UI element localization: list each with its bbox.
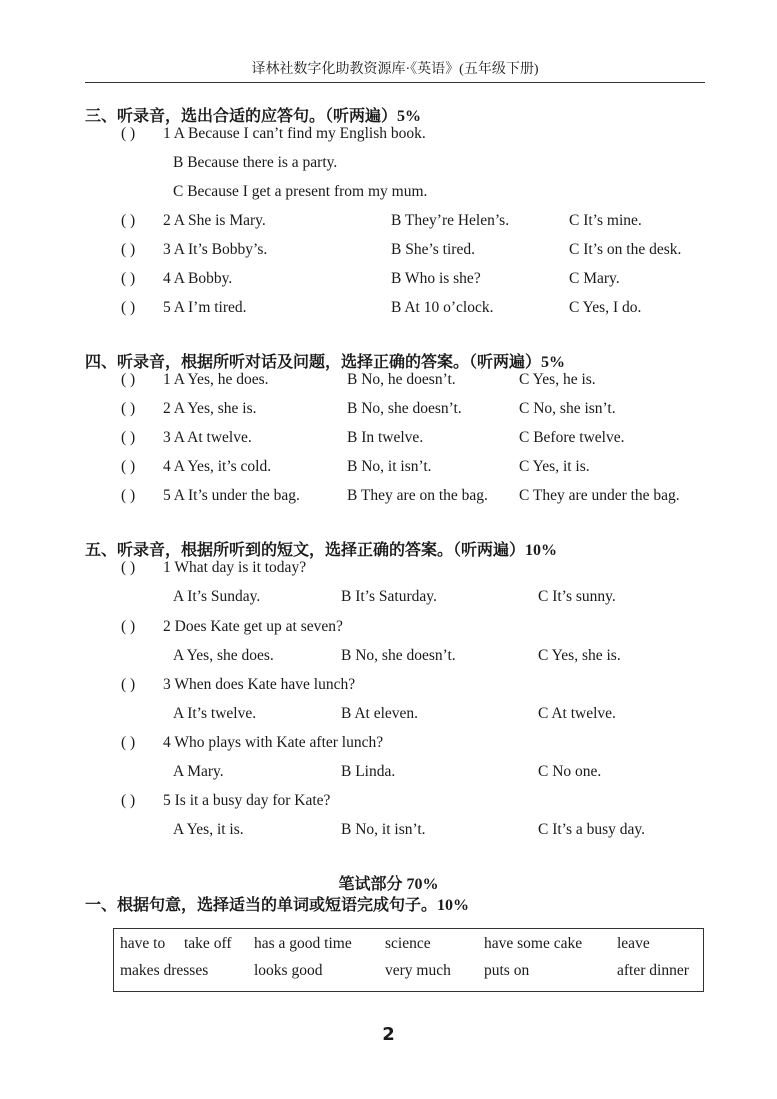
- s4-q1: [121, 371, 269, 389]
- s4-q5-option-c: C They are under the bag.: [519, 487, 680, 504]
- s4-q2: [121, 400, 256, 418]
- s3-q5-option-c: C Yes, I do.: [569, 299, 642, 316]
- q-number: 5: [163, 792, 171, 809]
- question-text: Does Kate get up at seven?: [174, 618, 343, 635]
- s5-q3-option-c: C At twelve.: [538, 705, 616, 722]
- option-a: A She is Mary.: [173, 212, 266, 229]
- answer-paren[interactable]: ( ): [121, 125, 136, 142]
- s5-q5: [121, 792, 330, 810]
- s5-q4: [121, 734, 383, 752]
- page-header: 译林社数字化助教资源库·《英语》(五年级下册): [85, 58, 705, 83]
- q-number: 4: [163, 270, 171, 287]
- answer-paren[interactable]: ( ): [121, 487, 136, 504]
- answer-paren[interactable]: ( ): [121, 400, 136, 417]
- s5-q2: [121, 618, 343, 636]
- s3-q1: [121, 125, 426, 143]
- q-number: 5: [163, 487, 171, 504]
- s4-q4-option-c: C Yes, it is.: [519, 458, 590, 475]
- s4-q2-option-b: B No, she doesn’t.: [347, 400, 462, 417]
- s4-q3-option-b: B In twelve.: [347, 429, 424, 446]
- page-number: 2: [382, 1024, 395, 1045]
- s3-q3: [121, 241, 267, 259]
- answer-paren[interactable]: ( ): [121, 212, 136, 229]
- q-number: 3: [163, 241, 171, 258]
- option-a: A Yes, it’s cold.: [173, 458, 272, 475]
- answer-paren[interactable]: ( ): [121, 371, 136, 388]
- word-bank-item: very much: [385, 962, 451, 979]
- s5-q3: [121, 676, 355, 694]
- s3-q3-option-b: B She’s tired.: [391, 241, 475, 258]
- word-bank-item: science: [385, 935, 431, 952]
- s3-q1-option-b: B Because there is a party.: [173, 154, 338, 171]
- s4-q5-option-b: B They are on the bag.: [347, 487, 488, 504]
- option-a: A I’m tired.: [173, 299, 247, 316]
- written-part-title: 笔试部分 70%: [338, 876, 439, 893]
- written-1-title: 一、根据句意，选择适当的单词或短语完成句子。10%: [85, 897, 470, 914]
- question-text: What day is it today?: [174, 559, 307, 576]
- s4-q4: [121, 458, 271, 476]
- section-4-title: 四、听录音，根据所听对话及问题，选择正确的答案。（听两遍）5%: [85, 354, 566, 371]
- s4-q2-option-c: C No, she isn’t.: [519, 400, 616, 417]
- s4-q4-option-b: B No, it isn’t.: [347, 458, 432, 475]
- s4-q1-option-b: B No, he doesn’t.: [347, 371, 456, 388]
- option-a: A It’s Bobby’s.: [173, 241, 268, 258]
- q-number: 2: [163, 618, 171, 635]
- s3-q2-option-b: B They’re Helen’s.: [391, 212, 510, 229]
- option-a: A It’s under the bag.: [173, 487, 300, 504]
- word-bank-item: looks good: [254, 962, 323, 979]
- s5-q2-option-b: B No, she doesn’t.: [341, 647, 456, 664]
- s3-q5-option-b: B At 10 o’clock.: [391, 299, 494, 316]
- s3-q2-option-c: C It’s mine.: [569, 212, 642, 229]
- word-bank: [113, 928, 704, 992]
- answer-paren[interactable]: ( ): [121, 618, 136, 635]
- section-5-title: 五、听录音，根据所听到的短文，选择正确的答案。（听两遍）10%: [85, 542, 558, 559]
- s4-q1-option-c: C Yes, he is.: [519, 371, 596, 388]
- s3-q4-option-c: C Mary.: [569, 270, 620, 287]
- answer-paren[interactable]: ( ): [121, 792, 136, 809]
- s3-q2: [121, 212, 266, 230]
- q-number: 3: [163, 429, 171, 446]
- s5-q3-option-b: B At eleven.: [341, 705, 419, 722]
- s5-q5-option-c: C It’s a busy day.: [538, 821, 646, 838]
- q-number: 2: [163, 212, 171, 229]
- word-bank-item: has a good time: [254, 935, 352, 952]
- word-bank-item: have some cake: [484, 935, 583, 952]
- s5-q5-option-b: B No, it isn’t.: [341, 821, 426, 838]
- answer-paren[interactable]: ( ): [121, 270, 136, 287]
- s3-q5: [121, 299, 247, 317]
- s5-q1-option-b: B It’s Saturday.: [341, 588, 437, 605]
- question-text: When does Kate have lunch?: [174, 676, 356, 693]
- q-number: 5: [163, 299, 171, 316]
- s3-q1-option-c: C Because I get a present from my mum.: [173, 183, 428, 200]
- word-bank-item: leave: [617, 935, 650, 952]
- answer-paren[interactable]: ( ): [121, 734, 136, 751]
- section-3-title: 三、听录音，选出合适的应答句。（听两遍）5%: [85, 108, 422, 125]
- answer-paren[interactable]: ( ): [121, 241, 136, 258]
- s5-q1: [121, 559, 306, 577]
- answer-paren[interactable]: ( ): [121, 458, 136, 475]
- q-number: 3: [163, 676, 171, 693]
- word-bank-item: have to: [120, 935, 166, 952]
- option-a: A Bobby.: [173, 270, 233, 287]
- s5-q2-option-c: C Yes, she is.: [538, 647, 621, 664]
- s5-q4-option-b: B Linda.: [341, 763, 396, 780]
- answer-paren[interactable]: ( ): [121, 676, 136, 693]
- s3-q3-option-c: C It’s on the desk.: [569, 241, 682, 258]
- s4-q3-option-c: C Before twelve.: [519, 429, 625, 446]
- word-bank-item: puts on: [484, 962, 530, 979]
- question-text: Is it a busy day for Kate?: [174, 792, 331, 809]
- s5-q4-option-c: C No one.: [538, 763, 602, 780]
- option-a: A At twelve.: [173, 429, 252, 446]
- answer-paren[interactable]: ( ): [121, 429, 136, 446]
- s4-q3: [121, 429, 252, 447]
- q-number: 4: [163, 458, 171, 475]
- option-a: A Because I can’t find my English book.: [173, 125, 426, 142]
- word-bank-item: take off: [184, 935, 232, 952]
- s4-q5: [121, 487, 300, 505]
- s3-q4-option-b: B Who is she?: [391, 270, 481, 287]
- s5-q5-option-a: A Yes, it is.: [173, 821, 244, 838]
- answer-paren[interactable]: ( ): [121, 299, 136, 316]
- s5-q4-option-a: A Mary.: [173, 763, 224, 780]
- s5-q1-option-a: A It’s Sunday.: [173, 588, 261, 605]
- q-number: 2: [163, 400, 171, 417]
- q-number: 1: [163, 559, 171, 576]
- answer-paren[interactable]: ( ): [121, 559, 136, 576]
- s3-q4: [121, 270, 232, 288]
- word-bank-item: makes dresses: [120, 962, 209, 979]
- q-number: 1: [163, 125, 171, 142]
- s5-q2-option-a: A Yes, she does.: [173, 647, 274, 664]
- s5-q3-option-a: A It’s twelve.: [173, 705, 257, 722]
- question-text: Who plays with Kate after lunch?: [174, 734, 384, 751]
- option-a: A Yes, he does.: [173, 371, 269, 388]
- s5-q1-option-c: C It’s sunny.: [538, 588, 616, 605]
- word-bank-item: after dinner: [617, 962, 689, 979]
- q-number: 4: [163, 734, 171, 751]
- q-number: 1: [163, 371, 171, 388]
- option-a: A Yes, she is.: [173, 400, 257, 417]
